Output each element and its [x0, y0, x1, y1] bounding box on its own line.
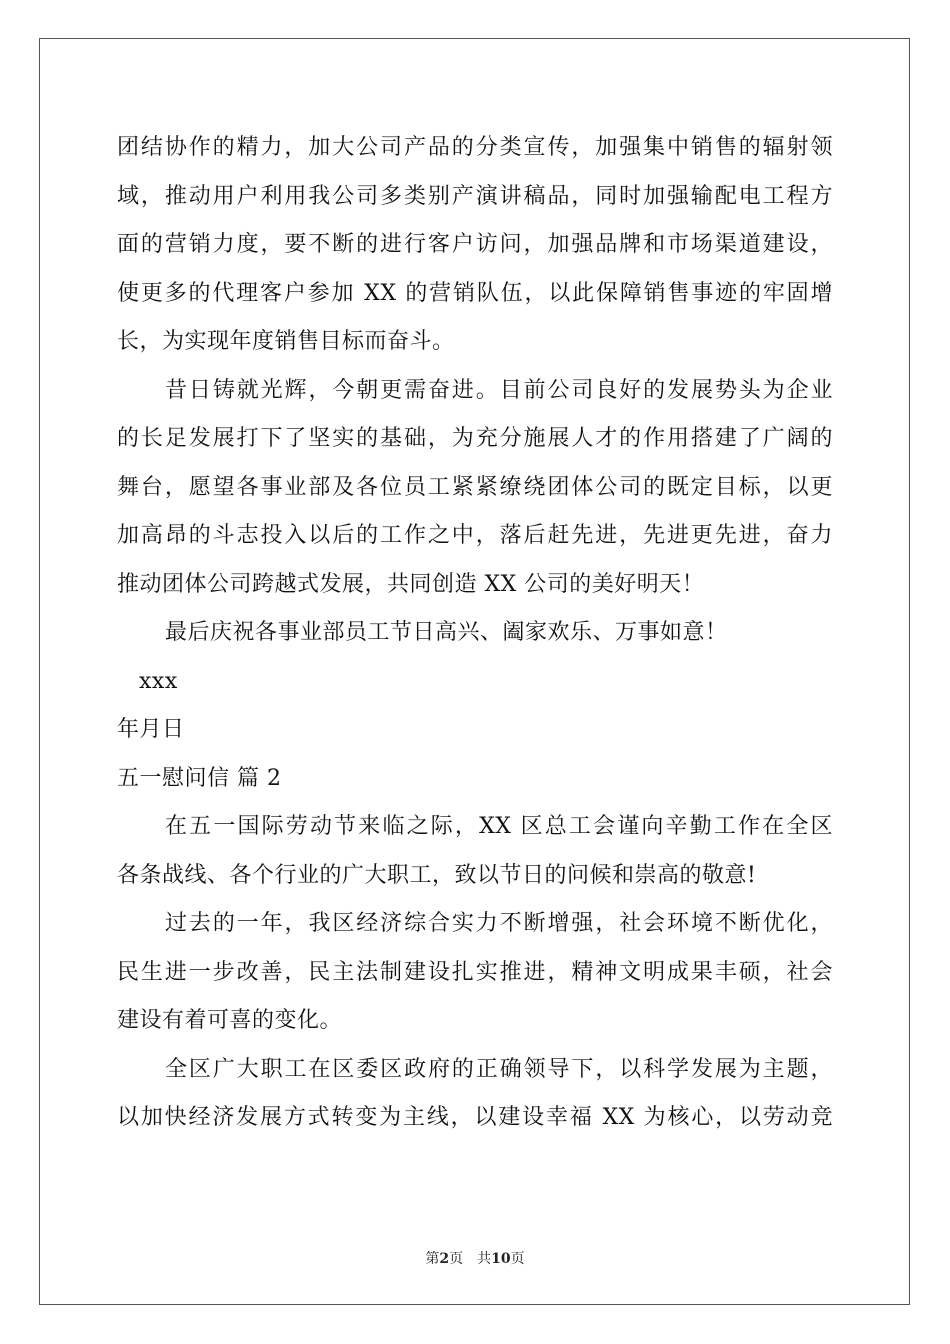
- page-footer: [0, 1248, 950, 1268]
- signature: xxx: [139, 668, 178, 694]
- document-body: [117, 124, 833, 1143]
- body-line: 昔日铸就光辉，今朝更需奋进。目前公司良好的发展势头为企业: [165, 377, 833, 403]
- footer-total-pages: 10: [491, 1251, 511, 1267]
- section-heading: 五一慰问信 篇 2: [117, 765, 282, 791]
- body-line: 全区广大职工在区委区政府的正确领导下，以科学发展为主题，: [165, 1056, 833, 1082]
- footer-middle: 页 共: [449, 1251, 492, 1267]
- date-line: 年月日: [117, 717, 185, 742]
- body-line: 最后庆祝各事业部员工节日高兴、阖家欢乐、万事如意！: [165, 620, 728, 645]
- footer-prefix: 第: [425, 1251, 440, 1267]
- body-line: 过去的一年，我区经济综合实力不断增强，社会环境不断优化，: [165, 911, 833, 936]
- body-line: 的长足发展打下了坚实的基础，为充分施展人才的作用搭建了广阔的: [117, 426, 833, 451]
- footer-page-number: 2: [439, 1251, 450, 1267]
- body-line: 加高昂的斗志投入以后的工作之中，落后赶先进，先进更先进，奋力: [117, 523, 833, 548]
- body-line: 舞台，愿望各事业部及各位员工紧紧缭绕团体公司的既定目标，以更: [117, 474, 833, 500]
- body-line: 域，推动用户利用我公司多类别产演讲稿品，同时加强输配电工程方: [117, 183, 833, 209]
- body-line: 民生进一步改善，民主法制建设扎实推进，精神文明成果丰硕，社会: [117, 959, 833, 985]
- body-line: 各条战线、各个行业的广大职工，致以节日的问候和崇高的敬意!: [117, 862, 757, 888]
- body-line: 面的营销力度，要不断的进行客户访问，加强品牌和市场渠道建设，: [117, 232, 833, 257]
- footer-suffix: 页: [510, 1251, 525, 1267]
- body-line: 建设有着可喜的变化。: [117, 1008, 343, 1033]
- body-line: 长，为实现年度销售目标而奋斗。: [117, 329, 455, 354]
- body-line: 在五一国际劳动节来临之际，XX 区总工会谨向辛勤工作在全区: [165, 814, 833, 839]
- body-line: 使更多的代理客户参加 XX 的营销队伍，以此保障销售事迹的牢固增: [117, 280, 833, 306]
- body-line: 以加快经济发展方式转变为主线，以建设幸福 XX 为核心，以劳动竞: [117, 1105, 833, 1130]
- body-line: 团结协作的精力，加大公司产品的分类宣传，加强集中销售的辐射领: [117, 135, 833, 160]
- body-line: 推动团体公司跨越式发展，共同创造 XX 公司的美好明天！: [117, 571, 705, 597]
